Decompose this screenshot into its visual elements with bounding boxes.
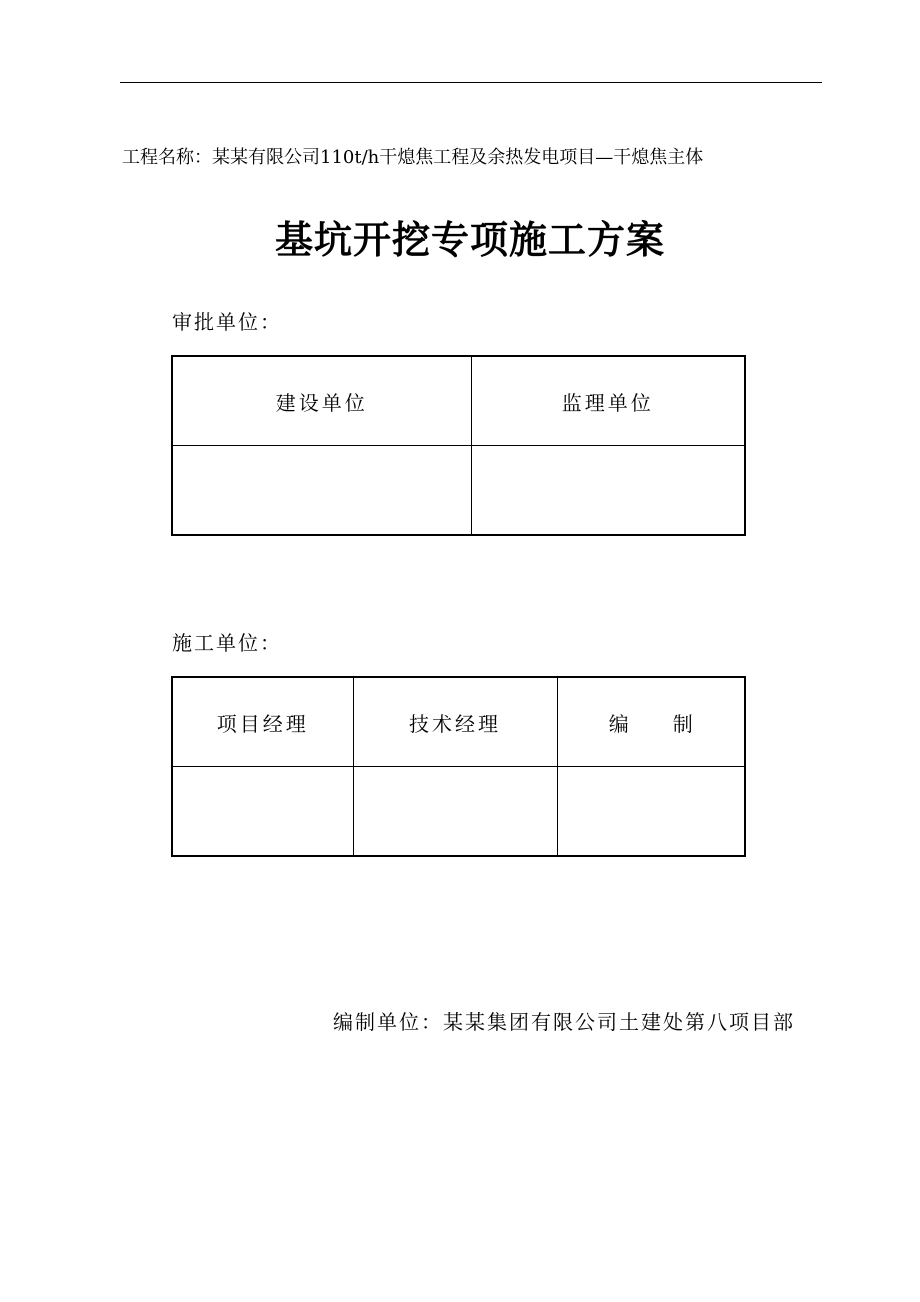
header-rule: [120, 82, 822, 83]
construction-signature-row: [172, 767, 745, 857]
approval-unit-label: 审批单位：: [172, 310, 282, 334]
construction-unit-label: 施工单位：: [172, 631, 282, 655]
compiler-signature-cell: [557, 767, 745, 857]
compiler-header-char-1: 编: [608, 711, 629, 736]
compiler-header-char-2: 制: [672, 711, 693, 736]
construction-table: [171, 676, 746, 857]
compiler-header: [557, 677, 745, 767]
approval-signature-row: [172, 446, 745, 536]
approval-header-row: [172, 356, 745, 446]
project-manager-header: 项目经理: [172, 677, 353, 767]
construction-owner-header: 建设单位: [172, 356, 471, 446]
supervision-unit-signature-cell: [471, 446, 745, 536]
construction-owner-signature-cell: [172, 446, 471, 536]
compiling-unit-line: 编制单位：某某集团有限公司土建处第八项目部: [333, 1010, 795, 1034]
technical-manager-signature-cell: [353, 767, 557, 857]
technical-manager-header: 技术经理: [353, 677, 557, 767]
supervision-unit-header: 监理单位: [471, 356, 745, 446]
project-name: 工程名称：某某有限公司110t/h干熄焦工程及余热发电项目—干熄焦主体: [122, 147, 704, 168]
document-title: 基坑开挖专项施工方案: [274, 217, 665, 262]
construction-header-row: [172, 677, 745, 767]
approval-table: [171, 355, 746, 536]
project-manager-signature-cell: [172, 767, 353, 857]
